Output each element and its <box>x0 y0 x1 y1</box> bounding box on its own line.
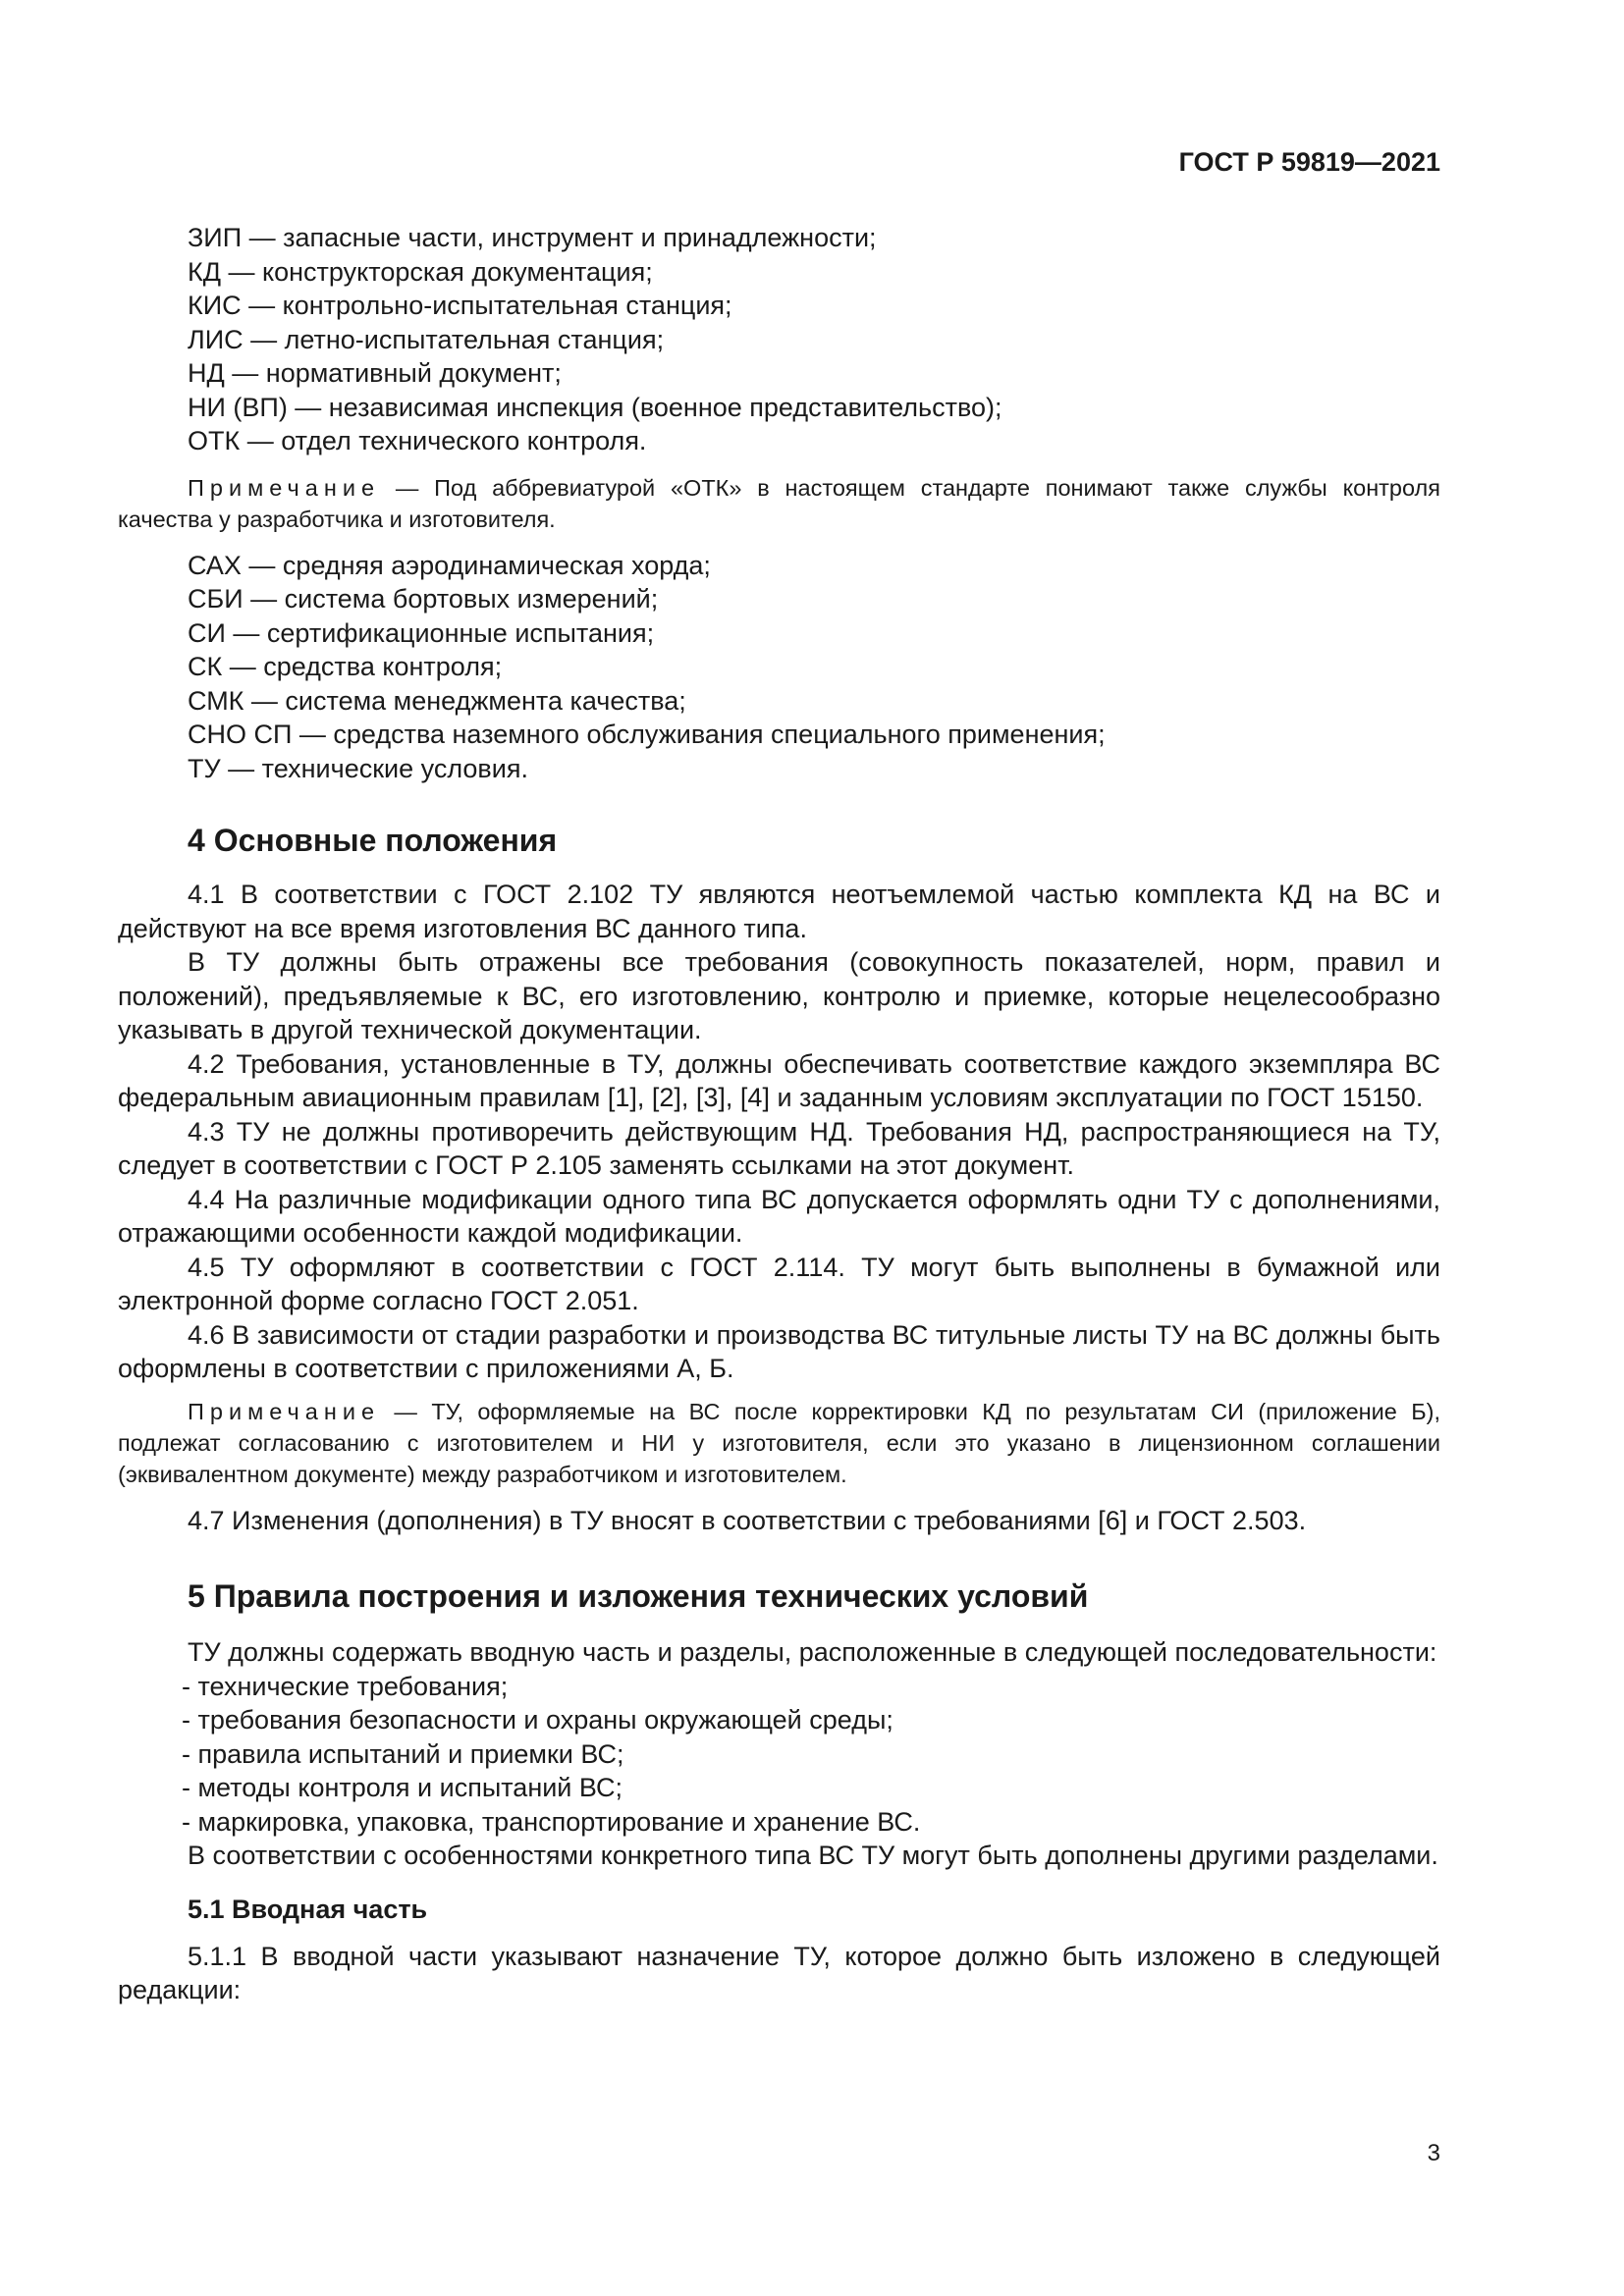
paragraph-4-3: 4.3 ТУ не должны противоречить действующим НД. Требования НД, распространяющиеся на ТУ, следует в соответствии с ГОСТ Р 2.105 заменять ссылками на этот документ. <box>118 1116 1440 1180</box>
page-content <box>118 221 1440 2007</box>
abbreviation-item: КД — конструкторская документация; <box>188 256 653 287</box>
section-5-heading: 5 Правила построения и изложения технических условий <box>188 1578 1089 1614</box>
paragraph-4-7: 4.7 Изменения (дополнения) в ТУ вносят в соответствии с требованиями [6] и ГОСТ 2.503. <box>188 1505 1307 1535</box>
subsection-5-1-heading: 5.1 Вводная часть <box>188 1894 428 1924</box>
abbreviation-item: САХ — средняя аэродинамическая хорда; <box>188 550 711 580</box>
abbreviation-item: СК — средства контроля; <box>188 652 503 681</box>
abbreviation-item: НИ (ВП) — независимая инспекция (военное представительство); <box>188 392 1002 422</box>
note-text: — ТУ, оформляемые на ВС после корректировки КД по результатам СИ (приложение Б), подлежат согласованию с изготовителем и НИ у изготовителя, если это указано в лицензионном соглашении (эквивалентном документе) между разработчиком и изготовителем. <box>118 1398 1440 1487</box>
section-5-list <box>118 1670 1440 1840</box>
list-item: - методы контроля и испытаний ВС; <box>182 1773 623 1802</box>
abbreviation-item: СНО СП — средства наземного обслуживания специального применения; <box>188 720 1106 749</box>
list-item: - правила испытаний и приемки ВС; <box>182 1738 624 1769</box>
section-4-heading: 4 Основные положения <box>188 823 558 858</box>
abbreviation-item: КИС — контрольно-испытательная станция; <box>188 291 732 320</box>
abbreviation-item: СМК — система менеджмента качества; <box>188 685 686 716</box>
abbreviation-list-2 <box>118 549 1440 786</box>
abbreviation-item: НД — нормативный документ; <box>188 358 562 388</box>
page-number: 3 <box>1427 2140 1440 2166</box>
paragraph-4-5: 4.5 ТУ оформляют в соответствии с ГОСТ 2.114. ТУ могут быть выполнены в бумажной или электронной форме согласно ГОСТ 2.051. <box>118 1252 1440 1315</box>
abbreviation-item: СИ — сертификационные испытания; <box>188 617 655 648</box>
note-text: — Под аббревиатурой «ОТК» в настоящем стандарте понимают также службы контроля качества у разработчика и изготовителя. <box>118 474 1440 532</box>
note-titles <box>118 1396 1440 1490</box>
paragraph-5-1-1: 5.1.1 В вводной части указывают назначение ТУ, которое должно быть изложено в следующей редакции: <box>118 1941 1440 2004</box>
abbreviation-item: ЛИС — летно-испытательная станция; <box>188 324 665 354</box>
list-item: - требования безопасности и охраны окружающей среды; <box>182 1705 893 1735</box>
list-item: - технические требования; <box>182 1671 509 1701</box>
list-item: - маркировка, упаковка, транспортирование и хранение ВС. <box>182 1806 921 1837</box>
section-5-closing: В соответствии с особенностями конкретного типа ВС ТУ могут быть дополнены другими разделами. <box>188 1841 1438 1870</box>
section-5-intro: ТУ должны содержать вводную часть и разделы, расположенные в следующей последовательности: <box>188 1637 1437 1667</box>
paragraph-4-2: 4.2 Требования, установленные в ТУ, должны обеспечивать соответствие каждого экземпляра ВС федеральным авиационным правилам [1], [2], [3], [4] и заданным условиям эксплуатации по ГОСТ 15150. <box>118 1048 1440 1112</box>
paragraph-4-1: 4.1 В соответствии с ГОСТ 2.102 ТУ являются неотъемлемой частью комплекта КД на ВС и действуют на все время изготовления ВС данного типа. <box>118 880 1440 943</box>
paragraph-4-1-cont: В ТУ должны быть отражены все требования (совокупность показателей, норм, правил и положений), предъявляемые к ВС, его изготовлению, контролю и приемке, которые нецелесообразно указывать в другой технической документации. <box>118 947 1440 1044</box>
note-label: Примечание <box>188 474 381 501</box>
abbreviation-item: ОТК — отдел технического контроля. <box>188 426 647 455</box>
abbreviation-item: ТУ — технические условия. <box>188 753 528 783</box>
abbreviation-item: СБИ — система бортовых измерений; <box>188 584 659 614</box>
document-id: ГОСТ Р 59819—2021 <box>1178 147 1440 177</box>
note-label: Примечание <box>188 1398 381 1424</box>
paragraph-4-6: 4.6 В зависимости от стадии разработки и производства ВС титульные листы ТУ на ВС должны быть оформлены в соответствии с приложениями А, Б. <box>118 1319 1440 1383</box>
abbreviation-item: ЗИП — запасные части, инструмент и принадлежности; <box>188 223 877 252</box>
note-otk <box>118 472 1440 535</box>
paragraph-4-4: 4.4 На различные модификации одного типа ВС допускается оформлять одни ТУ с дополнениями, отражающими особенности каждой модификации. <box>118 1184 1440 1248</box>
abbreviation-list-1 <box>118 221 1440 458</box>
